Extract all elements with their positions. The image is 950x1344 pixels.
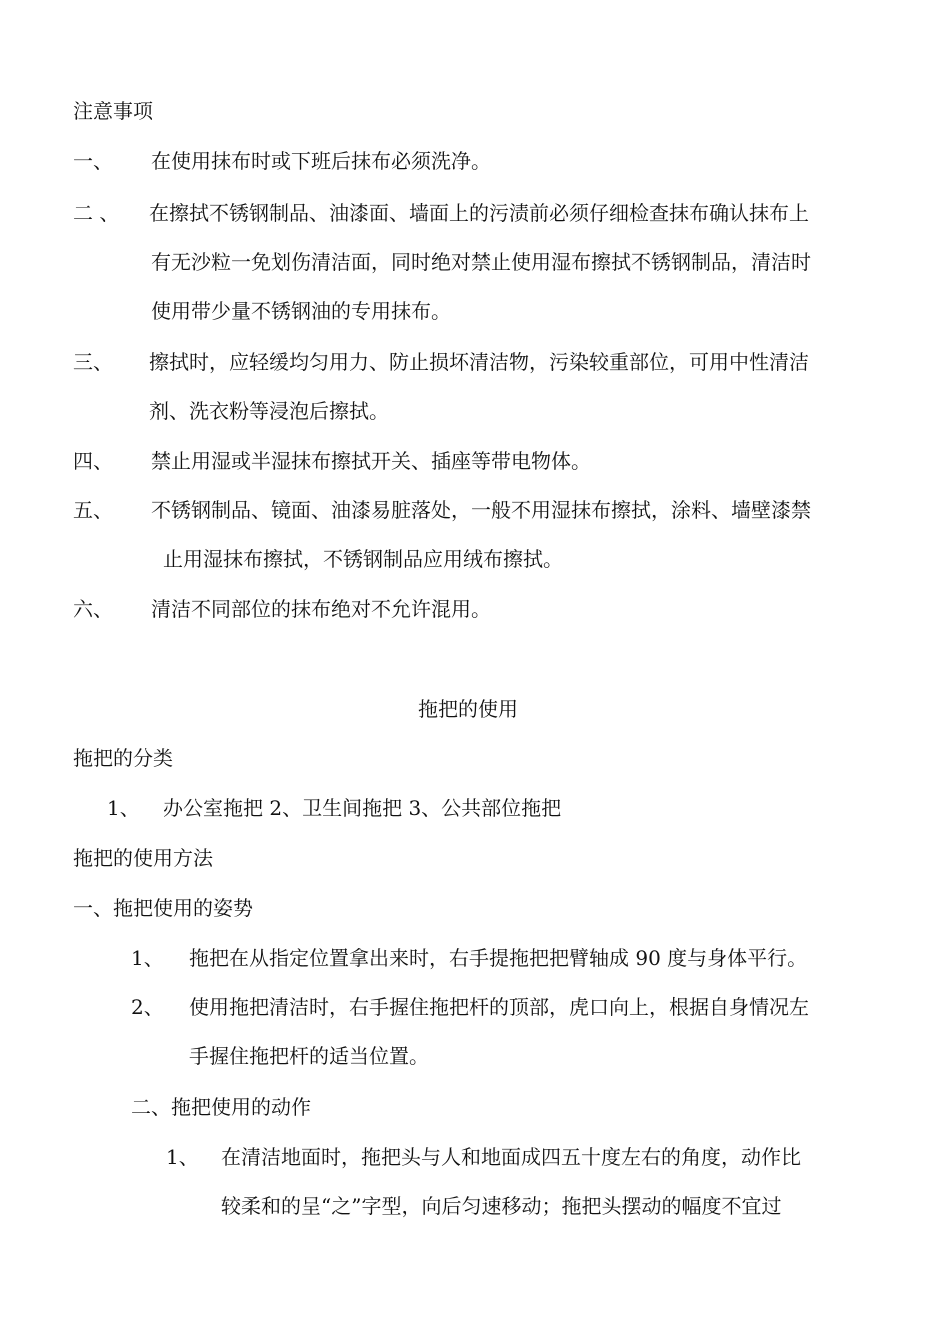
notes-item-5-number: 五、 (73, 498, 113, 522)
posture-item-1-text: 拖把在从指定位置拿出来时，右手提拖把把臂轴成 90 度与身体平行。 (189, 946, 808, 970)
posture-item-2-number: 2、 (131, 995, 164, 1019)
notes-item-2-number: 二 、 (73, 201, 120, 225)
notes-item-6-text: 清洁不同部位的抹布绝对不允许混用。 (151, 597, 491, 621)
mop-category-number: 1、 (107, 796, 140, 820)
action-item-1-text-line-2: 较柔和的呈“之”字型，向后匀速移动；拖把头摆动的幅度不宜过 (221, 1194, 782, 1218)
mop-posture-heading: 一、拖把使用的姿势 (73, 896, 253, 920)
notes-heading: 注意事项 (73, 99, 153, 123)
notes-item-1-text: 在使用抹布时或下班后抹布必须洗净。 (151, 149, 491, 173)
notes-item-2-text-line-2: 有无沙粒一免划伤清洁面，同时绝对禁止使用湿布擦拭不锈钢制品，清洁时 (151, 250, 811, 274)
notes-item-3-text-line-2: 剂、洗衣粉等浸泡后擦拭。 (149, 399, 389, 423)
posture-item-2-text-line-2: 手握住拖把杆的适当位置。 (189, 1044, 429, 1068)
mop-method-heading: 拖把的使用方法 (73, 846, 213, 870)
posture-item-1-number: 1、 (131, 946, 164, 970)
notes-item-4-text: 禁止用湿或半湿抹布擦拭开关、插座等带电物体。 (151, 449, 591, 473)
notes-item-5-text-line-2: 止用湿抹布擦拭，不锈钢制品应用绒布擦拭。 (163, 547, 563, 571)
mop-action-heading: 二、拖把使用的动作 (131, 1095, 311, 1119)
notes-item-1-number: 一、 (73, 149, 113, 173)
action-item-1-number: 1、 (166, 1145, 199, 1169)
posture-item-2-text-line-1: 使用拖把清洁时，右手握住拖把杆的顶部，虎口向上，根据自身情况左 (189, 995, 809, 1019)
notes-item-5-text-line-1: 不锈钢制品、镜面、油漆易脏落处，一般不用湿抹布擦拭，涂料、墙壁漆禁 (151, 498, 811, 522)
notes-item-3-text-line-1: 擦拭时，应轻缓均匀用力、防止损坏清洁物，污染较重部位，可用中性清洁 (149, 350, 809, 374)
notes-item-2-text-line-1: 在擦拭不锈钢制品、油漆面、墙面上的污渍前必须仔细检查抹布确认抹布上 (149, 201, 809, 225)
notes-item-4-number: 四、 (73, 449, 113, 473)
notes-item-2-text-line-3: 使用带少量不锈钢油的专用抹布。 (151, 299, 451, 323)
mop-category-heading: 拖把的分类 (73, 746, 173, 770)
notes-item-3-number: 三、 (73, 350, 113, 374)
notes-item-6-number: 六、 (73, 597, 113, 621)
action-item-1-text-line-1: 在清洁地面时，拖把头与人和地面成四五十度左右的角度，动作比 (221, 1145, 801, 1169)
mop-section-title: 拖把的使用 (418, 697, 518, 721)
mop-category-text: 办公室拖把 2、卫生间拖把 3、公共部位拖把 (163, 796, 562, 820)
